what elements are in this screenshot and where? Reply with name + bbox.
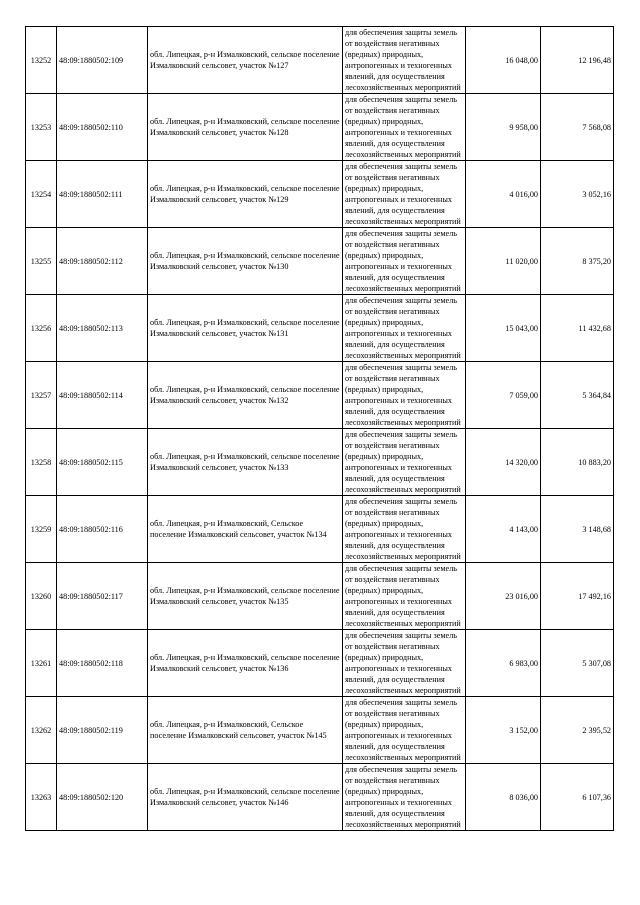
record-number-cell: 13263 xyxy=(26,764,57,831)
table-row xyxy=(26,429,614,496)
address-cell: обл. Липецкая, р-н Измалковский, сельское поселение Измалковский сельсовет, участок №128 xyxy=(148,94,343,161)
table-row xyxy=(26,496,614,563)
permitted-use-text: для обеспечения защиты земель от воздействия негативных (вредных) природных, антропогенных и техногенных явлений, для осуществления лесохозяйственных мероприятий xyxy=(345,698,461,762)
record-number-cell: 13256 xyxy=(26,295,57,362)
land-plot-register-table xyxy=(25,26,614,831)
permitted-use-text: для обеспечения защиты земель от воздействия негативных (вредных) природных, антропогенных и техногенных явлений, для осуществления лесохозяйственных мероприятий xyxy=(345,28,461,92)
register-table-body xyxy=(26,27,614,831)
record-number-cell: 13255 xyxy=(26,228,57,295)
table-row xyxy=(26,161,614,228)
area-cell: 9 958,00 xyxy=(466,94,541,161)
permitted-use-cell xyxy=(343,429,466,496)
table-row xyxy=(26,563,614,630)
table-row xyxy=(26,697,614,764)
address-cell: обл. Липецкая, р-н Измалковский, сельское поселение Измалковский сельсовет, участок №135 xyxy=(148,563,343,630)
area-cell: 23 016,00 xyxy=(466,563,541,630)
permitted-use-cell xyxy=(343,362,466,429)
cadastral-number-cell: 48:09:1880502:118 xyxy=(57,630,148,697)
value-cell: 3 052,16 xyxy=(541,161,614,228)
area-cell: 7 059,00 xyxy=(466,362,541,429)
record-number-cell: 13260 xyxy=(26,563,57,630)
address-cell: обл. Липецкая, р-н Измалковский, Сельское поселение Измалковский сельсовет, участок №134 xyxy=(148,496,343,563)
area-cell: 6 983,00 xyxy=(466,630,541,697)
cadastral-number-cell: 48:09:1880502:115 xyxy=(57,429,148,496)
address-cell: обл. Липецкая, р-н Измалковский, сельское поселение Измалковский сельсовет, участок №130 xyxy=(148,228,343,295)
area-cell: 14 320,00 xyxy=(466,429,541,496)
permitted-use-text: для обеспечения защиты земель от воздействия негативных (вредных) природных, антропогенных и техногенных явлений, для осуществления лесохозяйственных мероприятий xyxy=(345,229,461,293)
permitted-use-cell xyxy=(343,94,466,161)
record-number-cell: 13252 xyxy=(26,27,57,94)
permitted-use-cell xyxy=(343,161,466,228)
table-row xyxy=(26,228,614,295)
address-cell: обл. Липецкая, р-н Измалковский, сельское поселение Измалковский сельсовет, участок №136 xyxy=(148,630,343,697)
record-number-cell: 13259 xyxy=(26,496,57,563)
value-cell: 2 395,52 xyxy=(541,697,614,764)
permitted-use-cell xyxy=(343,295,466,362)
record-number-cell: 13257 xyxy=(26,362,57,429)
area-cell: 4 143,00 xyxy=(466,496,541,563)
permitted-use-cell xyxy=(343,27,466,94)
area-cell: 8 036,00 xyxy=(466,764,541,831)
area-cell: 4 016,00 xyxy=(466,161,541,228)
table-row xyxy=(26,94,614,161)
cadastral-number-cell: 48:09:1880502:119 xyxy=(57,697,148,764)
area-cell: 15 043,00 xyxy=(466,295,541,362)
address-cell: обл. Липецкая, р-н Измалковский, сельское поселение Измалковский сельсовет, участок №132 xyxy=(148,362,343,429)
permitted-use-text: для обеспечения защиты земель от воздействия негативных (вредных) природных, антропогенных и техногенных явлений, для осуществления лесохозяйственных мероприятий xyxy=(345,497,461,561)
value-cell: 11 432,68 xyxy=(541,295,614,362)
cadastral-number-cell: 48:09:1880502:110 xyxy=(57,94,148,161)
area-cell: 3 152,00 xyxy=(466,697,541,764)
table-row xyxy=(26,630,614,697)
cadastral-number-cell: 48:09:1880502:111 xyxy=(57,161,148,228)
record-number-cell: 13254 xyxy=(26,161,57,228)
record-number-cell: 13262 xyxy=(26,697,57,764)
permitted-use-text: для обеспечения защиты земель от воздействия негативных (вредных) природных, антропогенных и техногенных явлений, для осуществления лесохозяйственных мероприятий xyxy=(345,564,461,628)
permitted-use-text: для обеспечения защиты земель от воздействия негативных (вредных) природных, антропогенных и техногенных явлений, для осуществления лесохозяйственных мероприятий xyxy=(345,162,461,226)
address-cell: обл. Липецкая, р-н Измалковский, сельское поселение Измалковский сельсовет, участок №127 xyxy=(148,27,343,94)
value-cell: 3 148,68 xyxy=(541,496,614,563)
value-cell: 5 307,08 xyxy=(541,630,614,697)
area-cell: 11 020,00 xyxy=(466,228,541,295)
value-cell: 8 375,20 xyxy=(541,228,614,295)
cadastral-number-cell: 48:09:1880502:114 xyxy=(57,362,148,429)
address-cell: обл. Липецкая, р-н Измалковский, Сельское поселение Измалковский сельсовет, участок №145 xyxy=(148,697,343,764)
cadastral-number-cell: 48:09:1880502:113 xyxy=(57,295,148,362)
permitted-use-cell xyxy=(343,630,466,697)
permitted-use-cell xyxy=(343,228,466,295)
permitted-use-text: для обеспечения защиты земель от воздействия негативных (вредных) природных, антропогенных и техногенных явлений, для осуществления лесохозяйственных мероприятий xyxy=(345,95,461,159)
cadastral-number-cell: 48:09:1880502:116 xyxy=(57,496,148,563)
area-cell: 16 048,00 xyxy=(466,27,541,94)
address-cell: обл. Липецкая, р-н Измалковский, сельское поселение Измалковский сельсовет, участок №129 xyxy=(148,161,343,228)
permitted-use-cell xyxy=(343,764,466,831)
table-row xyxy=(26,362,614,429)
value-cell: 6 107,36 xyxy=(541,764,614,831)
value-cell: 7 568,08 xyxy=(541,94,614,161)
permitted-use-text: для обеспечения защиты земель от воздействия негативных (вредных) природных, антропогенных и техногенных явлений, для осуществления лесохозяйственных мероприятий xyxy=(345,631,461,695)
table-row xyxy=(26,295,614,362)
table-row xyxy=(26,764,614,831)
record-number-cell: 13261 xyxy=(26,630,57,697)
permitted-use-text: для обеспечения защиты земель от воздействия негативных (вредных) природных, антропогенных и техногенных явлений, для осуществления лесохозяйственных мероприятий xyxy=(345,430,461,494)
value-cell: 10 883,20 xyxy=(541,429,614,496)
value-cell: 12 196,48 xyxy=(541,27,614,94)
address-cell: обл. Липецкая, р-н Измалковский, сельское поселение Измалковский сельсовет, участок №146 xyxy=(148,764,343,831)
cadastral-number-cell: 48:09:1880502:117 xyxy=(57,563,148,630)
value-cell: 5 364,84 xyxy=(541,362,614,429)
address-cell: обл. Липецкая, р-н Измалковский, сельское поселение Измалковский сельсовет, участок №133 xyxy=(148,429,343,496)
cadastral-number-cell: 48:09:1880502:120 xyxy=(57,764,148,831)
permitted-use-text: для обеспечения защиты земель от воздействия негативных (вредных) природных, антропогенных и техногенных явлений, для осуществления лесохозяйственных мероприятий xyxy=(345,765,461,829)
permitted-use-text: для обеспечения защиты земель от воздействия негативных (вредных) природных, антропогенных и техногенных явлений, для осуществления лесохозяйственных мероприятий xyxy=(345,363,461,427)
cadastral-number-cell: 48:09:1880502:112 xyxy=(57,228,148,295)
table-row xyxy=(26,27,614,94)
permitted-use-cell xyxy=(343,697,466,764)
cadastral-number-cell: 48:09:1880502:109 xyxy=(57,27,148,94)
record-number-cell: 13258 xyxy=(26,429,57,496)
permitted-use-text: для обеспечения защиты земель от воздействия негативных (вредных) природных, антропогенных и техногенных явлений, для осуществления лесохозяйственных мероприятий xyxy=(345,296,461,360)
permitted-use-cell xyxy=(343,496,466,563)
value-cell: 17 492,16 xyxy=(541,563,614,630)
address-cell: обл. Липецкая, р-н Измалковский, сельское поселение Измалковский сельсовет, участок №131 xyxy=(148,295,343,362)
record-number-cell: 13253 xyxy=(26,94,57,161)
permitted-use-cell xyxy=(343,563,466,630)
